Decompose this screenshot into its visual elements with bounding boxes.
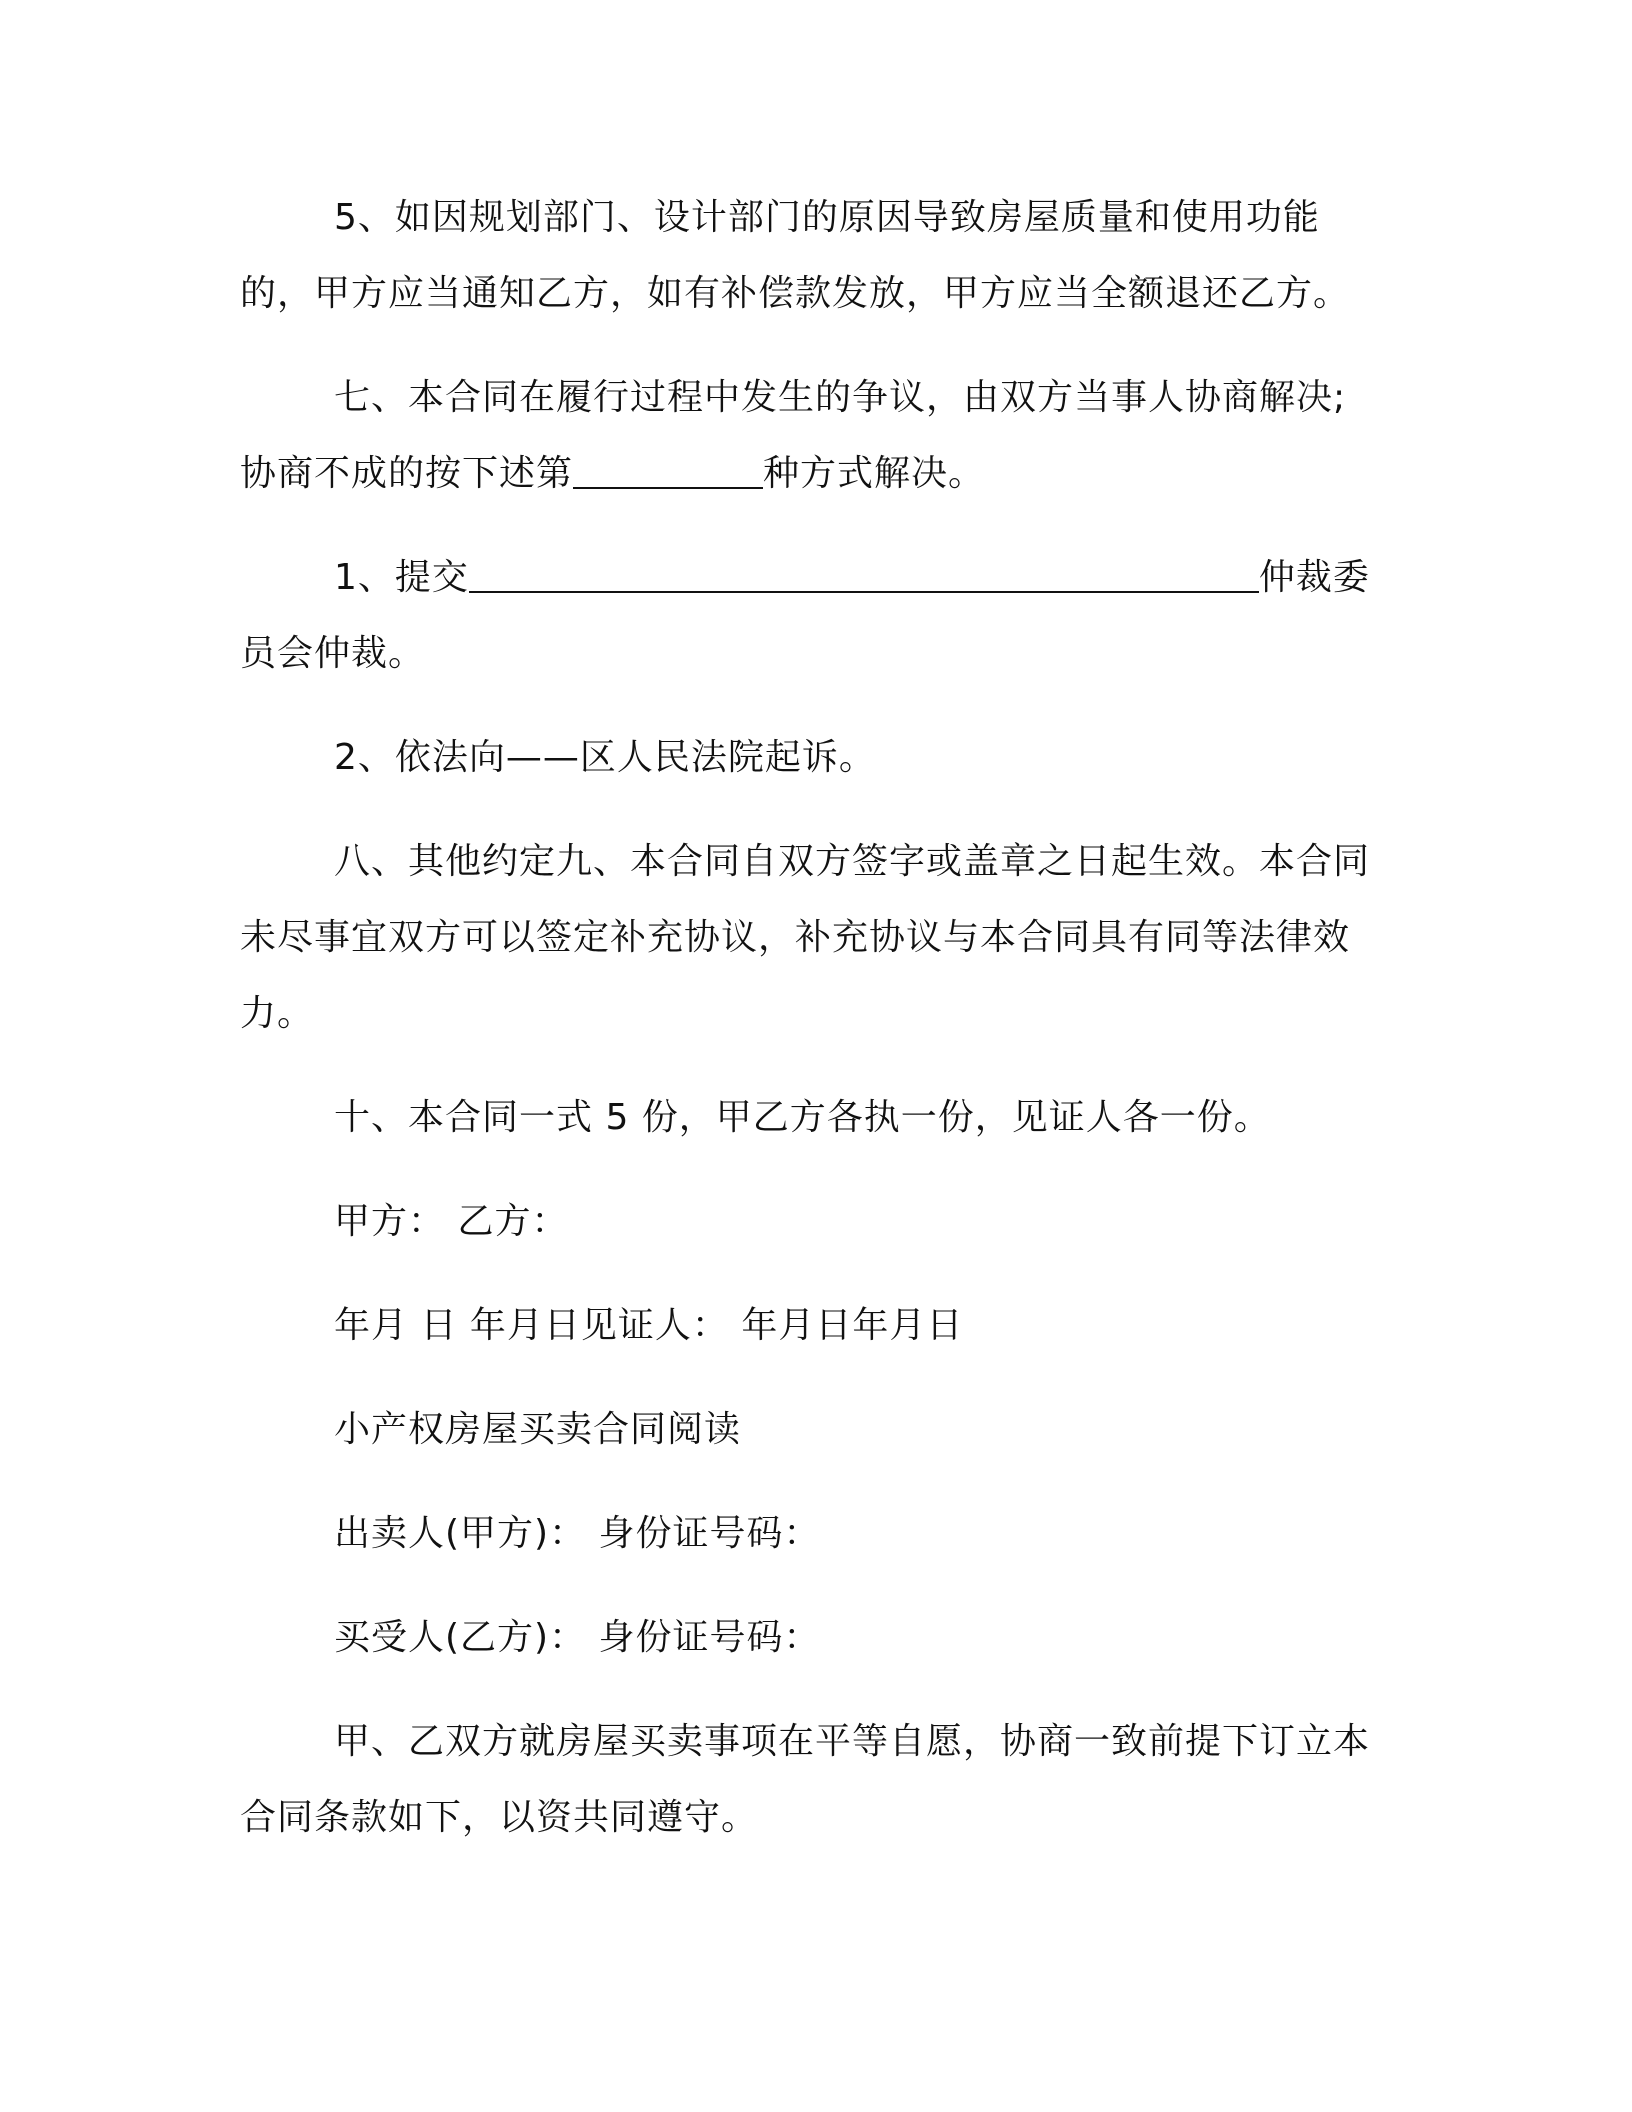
dates-line: 年月 日 年月日见证人： 年月日年月日 xyxy=(334,1305,964,1346)
clause-10-paragraph: 十、本合同一式 5 份，甲乙方各执一份，见证人各一份。 xyxy=(334,1097,1271,1138)
option-1-text-after: 仲裁委员会仲裁。 xyxy=(240,557,1370,674)
fill-blank-arbitration-committee xyxy=(469,561,1259,593)
second-contract-title: 小产权房屋买卖合同阅读 xyxy=(334,1409,742,1450)
document-body xyxy=(240,180,1380,1884)
clause-5-paragraph: 5、如因规划部门、设计部门的原因导致房屋质量和使用功能的，甲方应当通知乙方，如有补偿款发放，甲方应当全额退还乙方。 xyxy=(240,197,1351,314)
clause-7-text-before: 七、本合同在履行过程中发生的争议，由双方当事人协商解决;协商不成的按下述第 xyxy=(240,377,1347,494)
clause-7-text-after: 种方式解决。 xyxy=(763,453,986,494)
fill-blank-method-number xyxy=(573,457,763,489)
seller-line: 出卖人(甲方)： 身份证号码： xyxy=(334,1513,821,1554)
buyer-line: 买受人(乙方)： 身份证号码： xyxy=(334,1617,821,1658)
clause-8-9-paragraph: 八、其他约定九、本合同自双方签字或盖章之日起生效。本合同未尽事宜双方可以签定补充协议，补充协议与本合同具有同等法律效力。 xyxy=(240,841,1371,1034)
parties-line: 甲方： 乙方： xyxy=(334,1201,569,1242)
option-1-text-before: 1、提交 xyxy=(334,557,469,598)
option-2-paragraph: 2、依法向——区人民法院起诉。 xyxy=(334,737,876,778)
clause-7-paragraph xyxy=(240,360,1380,512)
option-1-paragraph xyxy=(240,540,1380,692)
intro-paragraph: 甲、乙双方就房屋买卖事项在平等自愿，协商一致前提下订立本合同条款如下，以资共同遵守。 xyxy=(240,1721,1371,1838)
